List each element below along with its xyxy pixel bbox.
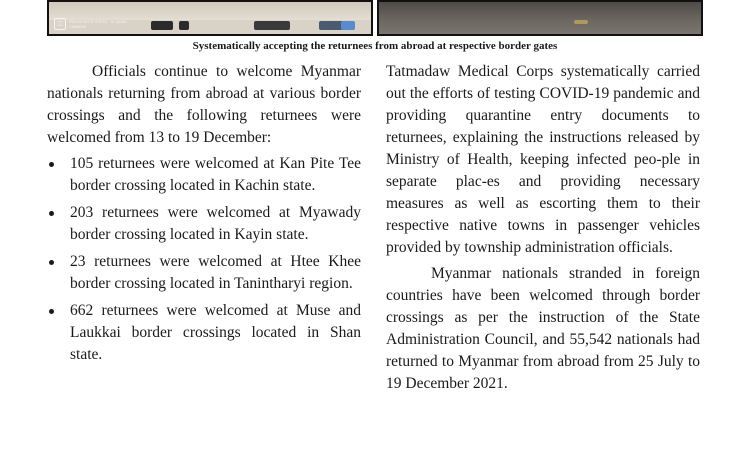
bullet-icon: [49, 211, 54, 216]
bullet-icon: [49, 309, 54, 314]
returnees-list: [47, 153, 361, 366]
article-column-right: [386, 61, 700, 395]
list-item: [47, 251, 361, 295]
bullet-icon: [49, 162, 54, 167]
returnees-total-paragraph: Myanmar nationals stranded in foreign countries have been welcomed through border crossings as per the instruction of the State Administration Council, and 55,542 nationals had returned to Myanmar from abroad from 25 July to 19 December 2021.: [386, 265, 700, 392]
list-item: [47, 300, 361, 366]
list-item-text: 662 returnees were welcomed at Muse and Laukkai border crossings located in Shan state.: [70, 302, 361, 363]
figure-shape: [151, 21, 173, 30]
list-item: [47, 153, 361, 197]
returnees-photo-left: [47, 0, 373, 36]
figure-shape: [254, 21, 290, 30]
camera-watermark: [54, 18, 129, 30]
article-column-left: [47, 61, 361, 371]
list-item: [47, 202, 361, 246]
medical-corps-paragraph: Tatmadaw Medical Corps systematically carried out the efforts of testing COVID-19 pandemic and providing quarantine entry documents to returnees, explaining the instructions released by Ministry of Health, keeping infected peo-ple in separate plac-es and providing necessary measures as well as escorting them to their respective native towns in passenger vehicles provided by township administration officials.: [386, 63, 700, 256]
list-item-text: 105 returnees were welcomed at Kan Pite Tee border crossing located in Kachin state.: [70, 155, 361, 194]
bullet-icon: [49, 260, 54, 265]
intro-paragraph: Officials continue to welcome Myanmar nationals returning from abroad at various border crossings and the following returnees were welcomed from 13 to 19 December:: [47, 63, 361, 146]
photo-caption: Systematically accepting the returnees from abroad at respective border gates: [192, 40, 558, 52]
light-spot: [574, 20, 588, 24]
camera-icon: ◫: [54, 18, 66, 30]
figure-shape: [179, 21, 189, 30]
returnees-photo-right: [377, 0, 703, 36]
camera-watermark-text: REDMI NOTE 8 PRO · AI QUAD CAMERA: [69, 19, 128, 29]
figure-shape: [341, 21, 355, 30]
list-item-text: 23 returnees were welcomed at Htee Khee border crossing located in Tanintharyi region.: [70, 253, 361, 292]
list-item-text: 203 returnees were welcomed at Myawady border crossing located in Kayin state.: [70, 204, 361, 243]
